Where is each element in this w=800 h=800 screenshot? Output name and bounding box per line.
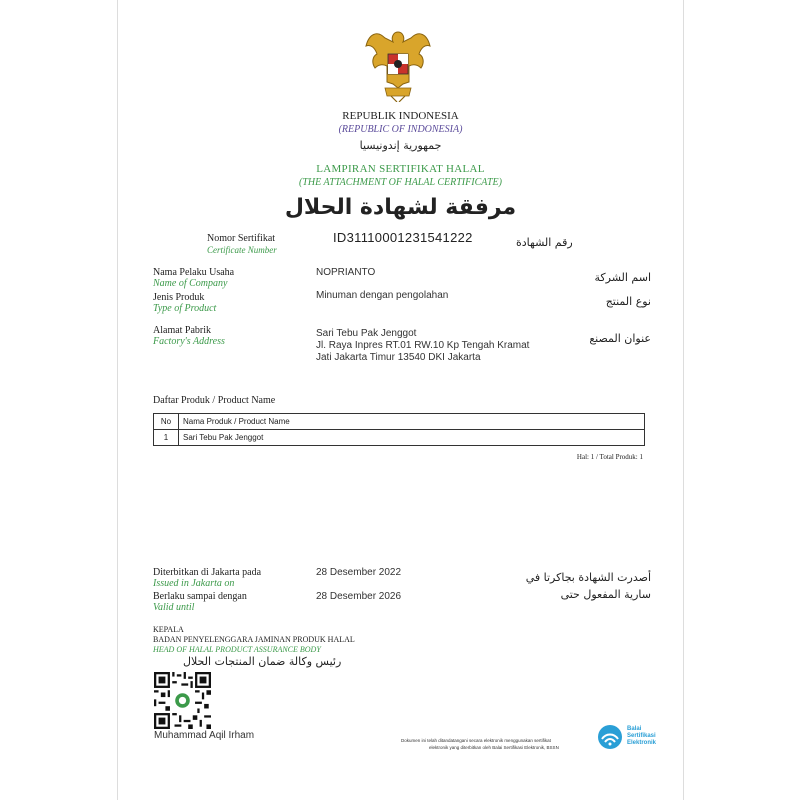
bsre-label-line-3: Elektronik — [627, 740, 657, 746]
signatory-agency-en: HEAD OF HALAL PRODUCT ASSURANCE BODY — [153, 645, 321, 654]
product-type-value: Minuman dengan pengolahan — [316, 290, 449, 301]
e-signature-note-line-2: elektronik yang diterbitkan oleh Balai Sertifikasi Elektronik, BSSN — [429, 745, 559, 750]
company-value: NOPRIANTO — [316, 267, 376, 278]
row-product-name: Sari Tebu Pak Jenggot — [179, 430, 645, 446]
certificate-number-label: Nomor Sertifikat — [207, 233, 276, 244]
valid-label-ar: سارية المفعول حتى — [560, 588, 651, 601]
country-name-ar: جمهورية إندونيسيا — [359, 139, 442, 152]
company-label-ar: اسم الشركة — [594, 271, 651, 284]
row-no: 1 — [154, 430, 179, 446]
signatory-agency-ar: رئيس وكالة ضمان المنتجات الحلال — [183, 655, 342, 668]
bsre-label-line-1: Balai — [627, 726, 642, 732]
pagination-text: Hal: 1 / Total Produk: 1 — [576, 453, 643, 461]
address-label-en: Factory's Address — [153, 336, 225, 347]
valid-label: Berlaku sampai dengan — [153, 591, 247, 602]
address-line-3: Jati Jakarta Timur 13540 DKI Jakarta — [316, 352, 481, 363]
product-type-label: Jenis Produk — [153, 292, 205, 303]
table-header-row — [154, 414, 645, 430]
issued-date: 28 Desember 2022 — [316, 567, 402, 578]
signatory-agency: BADAN PENYELENGGARA JAMINAN PRODUK HALAL — [153, 635, 355, 644]
product-list-heading: Daftar Produk / Product Name — [153, 395, 276, 406]
bsre-label-line-2: Sertifikasi — [627, 733, 656, 739]
product-table — [153, 413, 645, 446]
country-name: REPUBLIK INDONESIA — [342, 110, 459, 122]
document-title: LAMPIRAN SERTIFIKAT HALAL — [316, 163, 485, 175]
table-row — [154, 430, 645, 446]
signatory-title: KEPALA — [153, 625, 184, 634]
address-line-2: Jl. Raya Inpres RT.01 RW.10 Kp Tengah Kramat — [316, 340, 530, 351]
certificate-number: ID31110001231541222 — [333, 230, 473, 245]
address-label: Alamat Pabrik — [153, 325, 212, 336]
product-type-label-ar: نوع المنتج — [605, 295, 651, 308]
bsre-logo-icon — [597, 724, 623, 750]
bsre-label — [627, 726, 656, 747]
issued-label-en: Issued in Jakarta on — [153, 578, 235, 589]
product-type-label-en: Type of Product — [153, 303, 217, 314]
address-line-1: Sari Tebu Pak Jenggot — [316, 328, 417, 339]
company-label-en: Name of Company — [153, 278, 228, 289]
company-label: Nama Pelaku Usaha — [153, 267, 235, 278]
signatory-name: Muhammad Aqil Irham — [154, 730, 255, 741]
certificate-page — [117, 0, 684, 800]
issued-label-ar: أصدرت الشهادة بجاكرتا في — [525, 571, 651, 584]
column-header-name: Nama Produk / Product Name — [179, 414, 645, 430]
certificate-number-label-en: Certificate Number — [207, 245, 277, 255]
valid-date: 28 Desember 2026 — [316, 591, 402, 602]
e-signature-note-line-1: Dokumen ini telah ditandatangani secara elektronik menggunakan sertifikat — [401, 738, 551, 743]
certificate-number-label-ar: رقم الشهادة — [516, 236, 573, 249]
document-title-ar: مرفقة لشهادة الحلال — [284, 195, 517, 220]
address-label-ar: عنوان المصنع — [589, 332, 651, 345]
country-name-en: (REPUBLIC OF INDONESIA) — [338, 124, 463, 135]
column-header-no: No — [154, 414, 179, 430]
document-title-en: (THE ATTACHMENT OF HALAL CERTIFICATE) — [299, 177, 502, 188]
qr-code-icon — [154, 672, 211, 729]
issued-label: Diterbitkan di Jakarta pada — [153, 567, 262, 578]
garuda-emblem-icon — [363, 26, 433, 102]
valid-label-en: Valid until — [153, 602, 195, 613]
